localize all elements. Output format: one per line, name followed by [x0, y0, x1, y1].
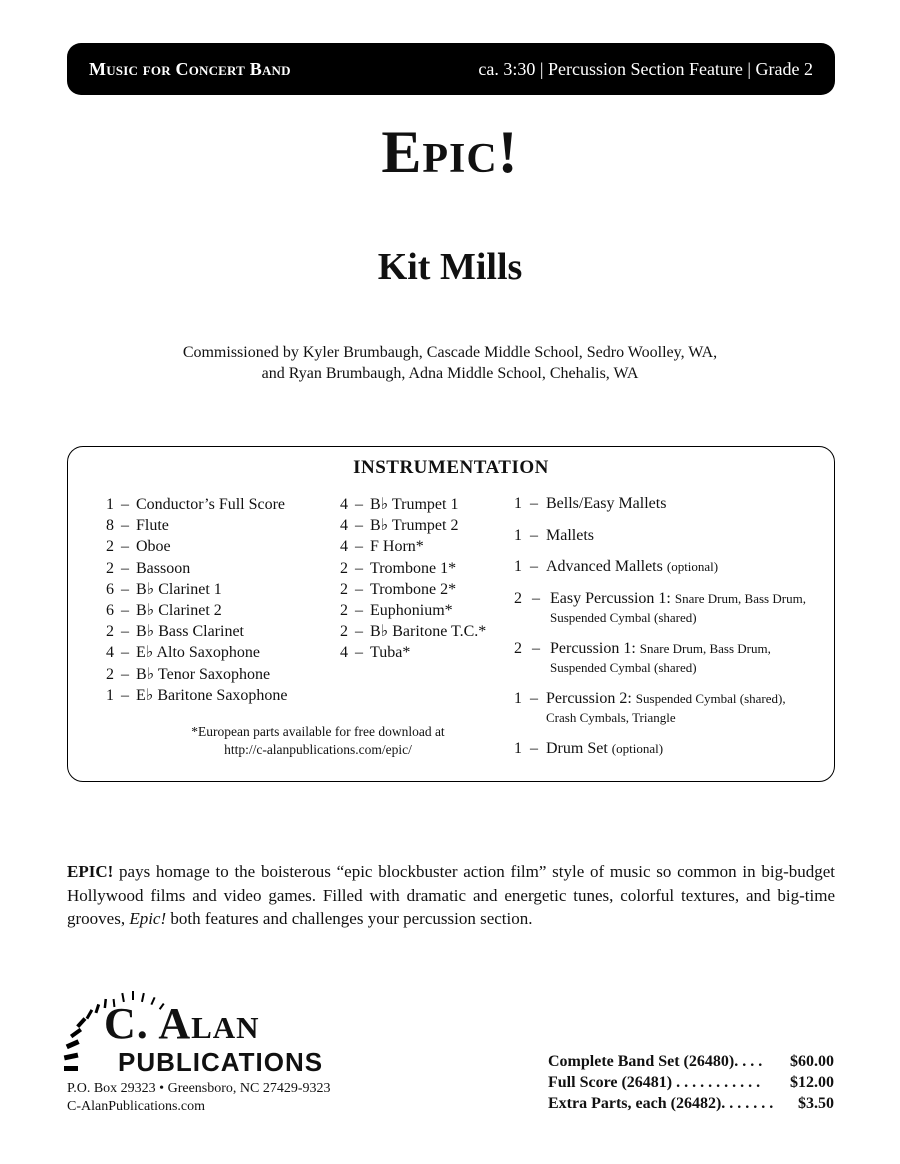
instrument-name: Mallets: [546, 527, 594, 544]
commission-line-1: Commissioned by Kyler Brumbaugh, Cascade Middle School, Sedro Woolley, WA,: [182, 344, 718, 361]
instrument-name: Flute: [136, 517, 169, 535]
instrument-row: 4 – F Horn*: [334, 536, 486, 557]
price-value: $60.00: [790, 1053, 834, 1070]
instrument-name: Bells/Easy Mallets: [546, 495, 667, 512]
instrument-qty: 1: [514, 495, 522, 512]
instrument-sub: Crash Cymbals, Triangle: [546, 710, 676, 725]
instrument-name: Trombone 1*: [370, 559, 457, 577]
instrument-qty: 1: [514, 558, 522, 575]
instrument-name: Easy Percussion 1:: [550, 590, 671, 607]
instrument-qty: 2: [106, 623, 114, 641]
instrument-note: (optional): [666, 559, 719, 574]
description-part-1: pays homage to the boisterous “epic blockbuster action film” style of music so common in big-budget Hollywood films and video games. Filled with dramatic and energetic tunes, colorful textures, and big-time grooves,: [67, 862, 835, 928]
instrument-qty: 8: [106, 517, 114, 535]
instrument-name: Bassoon: [136, 559, 191, 577]
description-italic-title: Epic!: [129, 909, 167, 928]
instrument-name: Percussion 2:: [546, 690, 632, 707]
instrument-row: 4 – E♭ Alto Saxophone: [100, 642, 288, 663]
instrument-qty: 2: [340, 623, 348, 641]
instrument-name: F Horn*: [370, 538, 424, 556]
instrument-qty: 2: [340, 580, 348, 598]
instrument-row: 2 – Oboe: [100, 536, 288, 557]
instrument-qty: 2: [340, 601, 348, 619]
price-item: Full Score (26481) . . . . . . . . . . .: [548, 1074, 761, 1091]
instrument-name: B♭ Clarinet 2: [136, 601, 222, 619]
instrument-qty: 2: [106, 559, 114, 577]
instrument-row: 2 – Trombone 1*: [334, 558, 486, 579]
composer-name: Kit Mills: [377, 246, 523, 288]
price-value: $3.50: [798, 1095, 834, 1112]
instrument-name: E♭ Alto Saxophone: [136, 644, 260, 662]
instrument-qty: 2: [106, 665, 114, 683]
instrument-qty: 2: [106, 538, 114, 556]
instrument-row: 1 – Conductor’s Full Score: [100, 494, 288, 515]
instrument-row: 8 – Flute: [100, 515, 288, 536]
instrument-row: 1 – Advanced Mallets (optional): [510, 557, 830, 576]
instrument-note: Snare Drum, Bass Drum,: [674, 591, 806, 606]
instrument-qty: 1: [514, 690, 522, 707]
instrument-name: Conductor’s Full Score: [136, 496, 286, 513]
instrument-name: B♭ Bass Clarinet: [136, 623, 244, 641]
footnote-text: *European parts available for free download at: [191, 724, 445, 739]
instrument-sub: Suspended Cymbal (shared): [550, 660, 697, 675]
instrument-row: 2 – Euphonium*: [334, 600, 486, 621]
instrument-qty: 4: [106, 644, 114, 662]
instrument-note: Snare Drum, Bass Drum,: [639, 641, 771, 656]
instrument-qty: 6: [106, 601, 114, 619]
price-item: Complete Band Set (26480). . . .: [548, 1053, 763, 1070]
instrument-name: Advanced Mallets: [546, 558, 663, 575]
instrument-row: 2 – B♭ Bass Clarinet: [100, 621, 288, 642]
piece-description: [67, 860, 835, 931]
instrument-row: 2 – Percussion 1: Snare Drum, Bass Drum, Suspended Cymbal (shared): [510, 639, 830, 677]
publisher-name: C. Alan: [104, 999, 260, 1048]
instrument-row: 1 – Percussion 2: Suspended Cymbal (shared), Crash Cymbals, Triangle: [510, 689, 830, 727]
instrument-column-3: [510, 494, 830, 758]
instrument-row: 1 – E♭ Baritone Saxophone: [100, 685, 288, 706]
instrument-name: E♭ Baritone Saxophone: [136, 686, 288, 704]
instrument-name: B♭ Baritone T.C.*: [370, 623, 487, 641]
instrument-name: Euphonium*: [370, 601, 453, 619]
description-lead: EPIC!: [67, 862, 114, 881]
piece-info: ca. 3:30 | Percussion Section Feature | Grade 2: [478, 58, 813, 79]
address-line: P.O. Box 29323 • Greensboro, NC 27429-9323: [67, 1081, 331, 1096]
description-part-2: both features and challenges your percussion section.: [166, 909, 533, 928]
instrumentation-box: [67, 446, 835, 782]
instrument-qty: 4: [340, 538, 348, 556]
publisher-logo: [60, 983, 350, 1083]
instrument-qty: 2: [514, 640, 522, 657]
instrument-row: 2 – B♭ Tenor Saxophone: [100, 664, 288, 685]
instrument-row: 2 – Bassoon: [100, 558, 288, 579]
instrument-column-1: [100, 494, 288, 706]
price-row: [548, 1093, 834, 1114]
header-bar: [67, 43, 835, 95]
instrument-qty: 1: [514, 527, 522, 544]
instrument-note: (optional): [611, 741, 664, 756]
piece-title: Epic!: [381, 119, 519, 185]
instrument-qty: 4: [340, 644, 348, 662]
instrument-row: 4 – B♭ Trumpet 1: [334, 494, 486, 515]
price-row: [548, 1051, 834, 1072]
instrument-column-2: [334, 494, 486, 664]
instrument-name: B♭ Clarinet 1: [136, 580, 222, 598]
instrument-name: Oboe: [136, 538, 171, 556]
instrument-row: 6 – B♭ Clarinet 2: [100, 600, 288, 621]
instrument-qty: 2: [340, 559, 348, 577]
price-list: [548, 1051, 834, 1114]
instrument-row: 1 – Mallets: [510, 526, 830, 545]
instrument-note: Suspended Cymbal (shared),: [635, 691, 786, 706]
instrument-row: 1 – Bells/Easy Mallets: [510, 494, 830, 513]
website-link[interactable]: C-AlanPublications.com: [67, 1099, 206, 1114]
instrument-name: Tuba*: [370, 644, 411, 662]
commission-note: [0, 342, 900, 384]
instrument-row: 4 – B♭ Trumpet 2: [334, 515, 486, 536]
instrument-qty: 4: [340, 496, 348, 513]
price-value: $12.00: [790, 1074, 834, 1091]
series-label: Music for Concert Band: [89, 58, 291, 79]
instrument-qty: 1: [106, 496, 114, 513]
instrument-name: B♭ Trumpet 1: [370, 496, 459, 513]
instrument-row: 2 – Trombone 2*: [334, 579, 486, 600]
instrument-name: B♭ Trumpet 2: [370, 517, 459, 535]
instrument-qty: 2: [514, 590, 522, 607]
instrumentation-heading: INSTRUMENTATION: [353, 457, 549, 478]
instrument-name: Percussion 1:: [550, 640, 636, 657]
publisher-name-publications: PUBLICATIONS: [118, 1047, 324, 1077]
instrument-row: 1 – Drum Set (optional): [510, 739, 830, 758]
instrument-row: 4 – Tuba*: [334, 642, 486, 663]
price-item: Extra Parts, each (26482). . . . . . .: [548, 1095, 774, 1112]
commission-line-2: and Ryan Brumbaugh, Adna Middle School, Chehalis, WA: [261, 365, 639, 382]
instrument-row: 6 – B♭ Clarinet 1: [100, 579, 288, 600]
instrument-row: 2 – B♭ Baritone T.C.*: [334, 621, 486, 642]
footnote-url[interactable]: http://c-alanpublications.com/epic/: [224, 742, 412, 757]
european-parts-footnote: [178, 723, 458, 759]
instrument-name: Drum Set: [546, 740, 608, 757]
instrument-name: Trombone 2*: [370, 580, 457, 598]
instrument-qty: 6: [106, 580, 114, 598]
instrument-row: 2 – Easy Percussion 1: Snare Drum, Bass Drum, Suspended Cymbal (shared): [510, 589, 830, 627]
instrument-sub: Suspended Cymbal (shared): [550, 610, 697, 625]
instrument-qty: 4: [340, 517, 348, 535]
price-row: [548, 1072, 834, 1093]
instrument-qty: 1: [106, 686, 114, 704]
publisher-address: [67, 1080, 331, 1116]
instrument-name: B♭ Tenor Saxophone: [136, 665, 271, 683]
instrument-qty: 1: [514, 740, 522, 757]
